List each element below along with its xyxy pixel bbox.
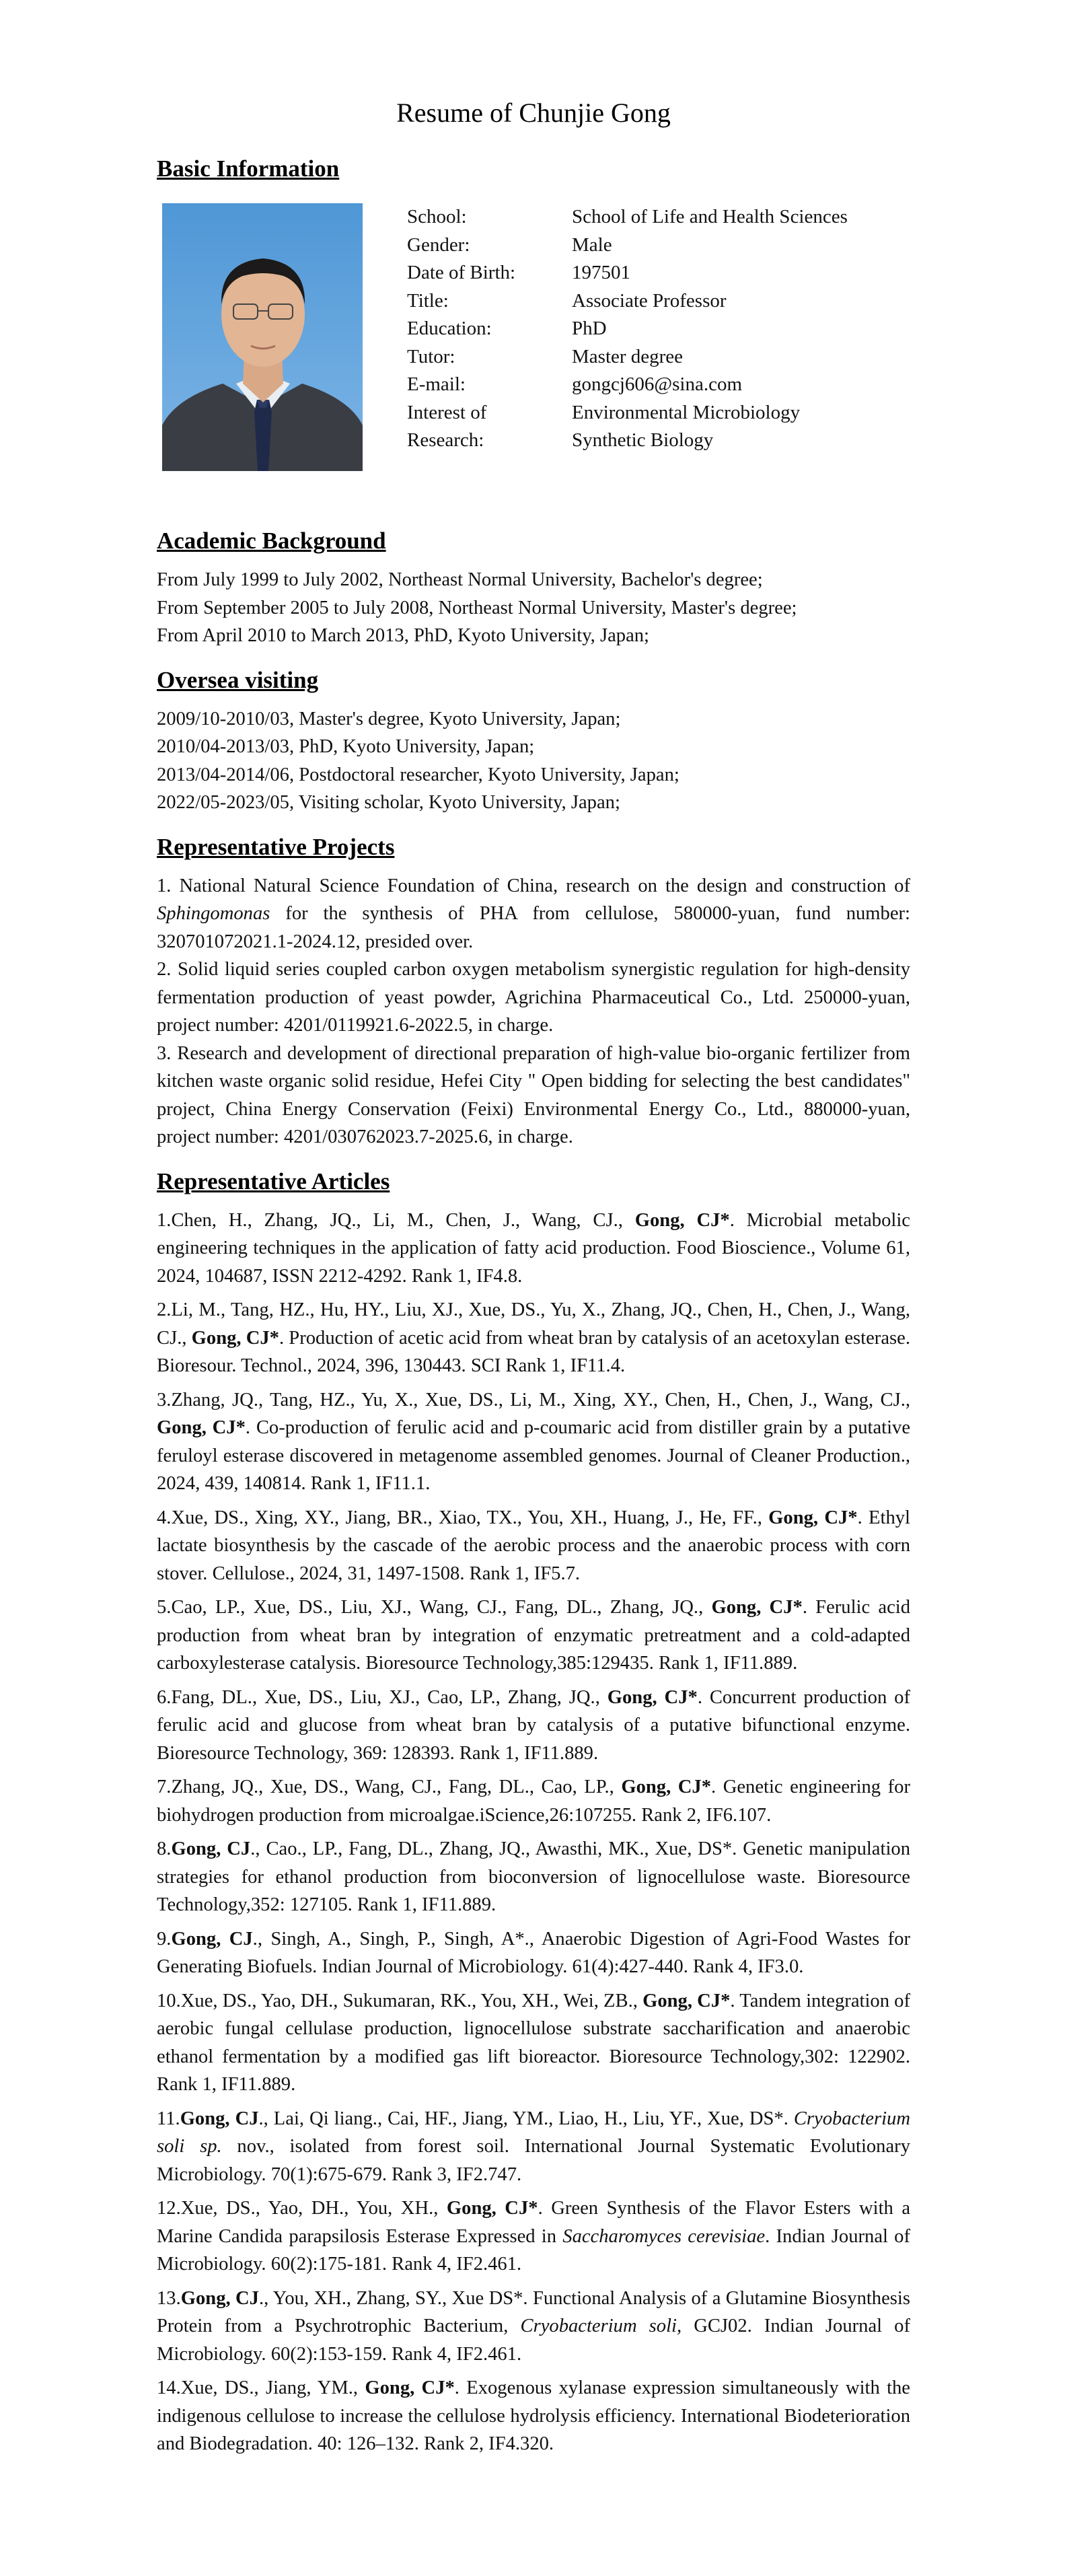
academic-section [157, 566, 910, 650]
article-item [157, 1835, 910, 1919]
project-item [157, 956, 910, 1040]
oversea-line: 2009/10-2010/03, Master's degree, Kyoto University, Japan; [157, 708, 621, 729]
info-value: Associate Professor [572, 289, 727, 312]
info-value: 197501 [572, 262, 630, 283]
info-label: Date of Birth: [407, 262, 516, 283]
articles-section [157, 1207, 910, 2458]
article-author-highlight: Gong, CJ* [711, 1597, 803, 1618]
article-author-highlight: Gong, CJ* [446, 2198, 538, 2219]
oversea-line: 2013/04-2014/06, Postdoctoral researcher, Kyoto University, Japan; [157, 764, 679, 785]
article-authors: 3.Zhang, JQ., Tang, HZ., Yu, X., Xue, DS., Li, M., Xing, XY., Chen, H., Chen, J., Wang, CJ., [157, 1389, 910, 1410]
article-text: . Indian Journal of Microbiology. 60(2):175-181. Rank 4, IF2.461. [157, 2225, 911, 2275]
info-row-gender [407, 231, 910, 260]
article-text: . Concurrent production of ferulic acid and glucose from wheat bran by catalysis of a putative bifunctional enzyme. Bioresource Technology, 369: 128393. Rank 1, IF11.889. [157, 1686, 911, 1764]
oversea-line: 2022/05-2023/05, Visiting scholar, Kyoto University, Japan; [157, 792, 620, 813]
info-value: Master degree [572, 345, 684, 367]
article-item [157, 1594, 910, 1678]
article-author-highlight: Gong, CJ* [768, 1507, 858, 1528]
info-label: Education: [407, 318, 492, 339]
article-item [157, 2105, 910, 2189]
article-authors: 4.Xue, DS., Xing, XY., Jiang, BR., Xiao, TX., You, XH., Huang, J., He, FF., [157, 1507, 769, 1528]
academic-heading: Academic Background [157, 528, 386, 554]
info-row-email [407, 371, 910, 399]
article-item [157, 1296, 910, 1380]
info-row-interest [407, 399, 910, 427]
article-item [157, 2285, 910, 2369]
portrait-image [162, 203, 363, 471]
info-value: Environmental Microbiology [572, 401, 801, 423]
article-author-highlight: Gong, CJ [171, 1838, 251, 1859]
article-text: . Green Synthesis of the Flavor Esters with a Marine Candida parapsilosis Esterase Expressed in [157, 2198, 911, 2247]
article-text: nov., isolated from forest soil. International Journal Systematic Evolutionary Microbiology. 70(1):675-679. Rank 3, IF2.747. [157, 2136, 910, 2185]
info-label: School: [407, 206, 467, 227]
article-author-highlight: Gong, CJ* [634, 1209, 730, 1231]
info-value: PhD [572, 318, 607, 339]
article-text: . Production of acetic acid from wheat bran by catalysis of an acetoxylan esterase. Bioresour. Technol., 2024, 396, 130443. SCI Rank 1, IF11.4. [157, 1327, 910, 1376]
article-text: . Ferulic acid production from wheat bran by integration of enzymatic pretreatment and a cold-adapted carboxylesterase catalysis. Bioresource Technology,385:129435. Rank 1, IF11.889. [157, 1597, 911, 1674]
projects-section [157, 872, 910, 1151]
info-label: Tutor: [407, 345, 455, 367]
resume-content [157, 153, 910, 2473]
article-text: ., Cao., LP., Fang, DL., Zhang, JQ., Awasthi, MK., Xue, DS*. Genetic manipulation strategies for ethanol production from bioconversion of lignocellulose waste. Bioresource Technology,352: 127105. Rank 1, IF11.889. [157, 1838, 910, 1915]
article-text: . Microbial metabolic engineering techniques in the application of fatty acid production. Food Bioscience., Volume 61, 2024, 104687, ISSN 2212-4292. Rank 1, IF4.8. [157, 1209, 910, 1287]
article-author-highlight: Gong, CJ* [621, 1777, 711, 1797]
project-italic: Sphingomonas [157, 903, 270, 924]
article-text: ., Singh, A., Singh, P., Singh, A*., Anaerobic Digestion of Agri-Food Wastes for Generating Biofuels. Indian Journal of Microbiology. 61(4):427-440. Rank 4, IF3.0. [157, 1928, 910, 1977]
info-value: Male [572, 234, 612, 256]
article-text: . Ethyl lactate biosynthesis by the cascade of the aerobic process and the anaerobic process with corn stover. Cellulose., 2024, 31, 1497-1508. Rank 1, IF5.7. [157, 1507, 910, 1584]
article-item [157, 1386, 910, 1498]
article-authors: 5.Cao, LP., Xue, DS., Liu, XJ., Wang, CJ., Fang, DL., Zhang, JQ., [157, 1597, 712, 1618]
page-title: Resume of Chunjie Gong [396, 98, 671, 128]
oversea-heading: Oversea visiting [157, 666, 319, 693]
basic-info-section [157, 199, 910, 526]
article-item [157, 1987, 910, 2099]
article-item [157, 1207, 910, 1291]
info-row-education [407, 315, 910, 343]
article-italic: Cryobacterium soli, [520, 2316, 682, 2336]
article-italic: Saccharomyces cerevisiae [562, 2225, 766, 2247]
info-label: E-mail: [407, 373, 466, 395]
basic-info-heading: Basic Information [157, 155, 340, 182]
info-value: Synthetic Biology [572, 429, 714, 451]
article-text: . Exogenous xylanase expression simultaneously with the indigenous cellulose to increase the cellulose hydrolysis efficiency. International Biodeterioration and Biodegradation. 40: 126–132. Rank 2, IF4.320. [157, 2377, 910, 2454]
project-text: 1. National Natural Science Foundation of China, research on the design and construction of [157, 875, 910, 896]
oversea-section [157, 705, 910, 817]
article-text: . Tandem integration of aerobic fungal cellulase production, lignocellulose substrate saccharification and anaerobic ethanol fermentation by a modified gas lift bioreactor. Bioresource Technology,302: 122902. Rank 1, IF11.889. [157, 1990, 911, 2095]
project-text: 3. Research and development of directional preparation of high-value bio-organic fertilizer from kitchen waste organic solid residue, Hefei City " Open bidding for selecting the best candidates" project, China Energy Conservation (Feixi) Environmental Energy Co., Ltd., 880000-yuan, project number: 4201/030762023.7-2025.6, in charge. [157, 1042, 910, 1147]
article-item [157, 1773, 910, 1829]
info-row-title [407, 287, 910, 316]
article-item [157, 2374, 910, 2458]
info-value: School of Life and Health Sciences [572, 206, 848, 227]
article-item [157, 2194, 910, 2279]
article-authors: 11. [157, 2108, 180, 2129]
info-row-school [407, 203, 910, 231]
project-item [157, 872, 910, 956]
oversea-line: 2010/04-2013/03, PhD, Kyoto University, Japan; [157, 736, 535, 757]
portrait-photo [162, 203, 363, 471]
article-text: . Co-production of ferulic acid and p-coumaric acid from distiller grain by a putative feruloyl esterase discovered in metagenome assembled genomes. Journal of Cleaner Production., 2024, 439, 140814. Rank 1, IF11.1. [157, 1417, 911, 1494]
info-row-research [407, 427, 910, 455]
article-authors: 8. [157, 1838, 172, 1859]
project-text: for the synthesis of PHA from cellulose, 580000-yuan, fund number: 320701072021.1-2024.12, presided over. [157, 903, 910, 952]
article-authors: 7.Zhang, JQ., Xue, DS., Wang, CJ., Fang, DL., Cao, LP., [157, 1777, 622, 1797]
article-author-highlight: Gong, CJ [180, 2108, 259, 2129]
info-label: Title: [407, 289, 449, 312]
projects-heading: Representative Projects [157, 833, 395, 860]
article-author-highlight: Gong, CJ [171, 1928, 253, 1949]
article-authors: 6.Fang, DL., Xue, DS., Liu, XJ., Cao, LP., Zhang, JQ., [157, 1686, 608, 1708]
article-authors: 2.Li, M., Tang, HZ., Hu, HY., Liu, XJ., Xue, DS., Yu, X., Zhang, JQ., Chen, H., Chen, J., Wang, CJ., [157, 1299, 910, 1349]
article-text: GCJ02. Indian Journal of Microbiology. 60(2):153-159. Rank 4, IF2.461. [157, 2316, 910, 2365]
article-item [157, 1504, 910, 1588]
article-text: . Genetic engineering for biohydrogen production from microalgae.iScience,26:107255. Rank 2, IF6.107. [157, 1777, 910, 1826]
info-label: Interest of [407, 401, 487, 423]
article-authors: 1.Chen, H., Zhang, JQ., Li, M., Chen, J., Wang, CJ., [157, 1209, 635, 1231]
article-text: ., Lai, Qi liang., Cai, HF., Jiang, YM., Liao, H., Liu, YF., Xue, DS*. [258, 2108, 794, 2129]
article-italic: Cryobacterium soli sp. [157, 2108, 910, 2157]
email-value: gongcj606@sina.com [572, 373, 743, 395]
article-authors: 14.Xue, DS., Jiang, YM., [157, 2377, 365, 2398]
articles-heading: Representative Articles [157, 1168, 390, 1194]
article-authors: 9. [157, 1928, 172, 1949]
project-item [157, 1040, 910, 1151]
article-authors: 12.Xue, DS., Yao, DH., You, XH., [157, 2198, 447, 2219]
article-author-highlight: Gong, CJ [180, 2287, 259, 2309]
academic-line: From September 2005 to July 2008, Northeast Normal University, Master's degree; [157, 597, 797, 618]
info-label: Research: [407, 429, 484, 451]
article-authors: 13. [157, 2287, 181, 2309]
article-author-highlight: Gong, CJ* [607, 1686, 698, 1708]
basic-info-table [407, 203, 910, 455]
article-author-highlight: Gong, CJ* [365, 2377, 455, 2398]
article-author-highlight: Gong, CJ* [157, 1417, 246, 1438]
project-text: 2. Solid liquid series coupled carbon oxygen metabolism synergistic regulation for high-density fermentation production of yeast powder, Agrichina Pharmaceutical Co., Ltd. 250000-yuan, project number: 4201/0119921.6-2022.5, in charge. [157, 959, 910, 1036]
info-label: Gender: [407, 234, 470, 256]
info-row-tutor [407, 343, 910, 371]
article-authors: 10.Xue, DS., Yao, DH., Sukumaran, RK., You, XH., Wei, ZB., [157, 1990, 643, 2011]
article-text: ., You, XH., Zhang, SY., Xue DS*. Functional Analysis of a Glutamine Biosynthesis Protein from a Psychrotrophic Bacterium, [157, 2287, 910, 2336]
article-author-highlight: Gong, CJ* [642, 1990, 731, 2011]
academic-line: From April 2010 to March 2013, PhD, Kyoto University, Japan; [157, 625, 650, 646]
article-item [157, 1684, 910, 1768]
article-author-highlight: Gong, CJ* [191, 1327, 279, 1349]
article-item [157, 1925, 910, 1981]
academic-line: From July 1999 to July 2002, Northeast Normal University, Bachelor's degree; [157, 569, 763, 590]
info-row-birth [407, 259, 910, 287]
